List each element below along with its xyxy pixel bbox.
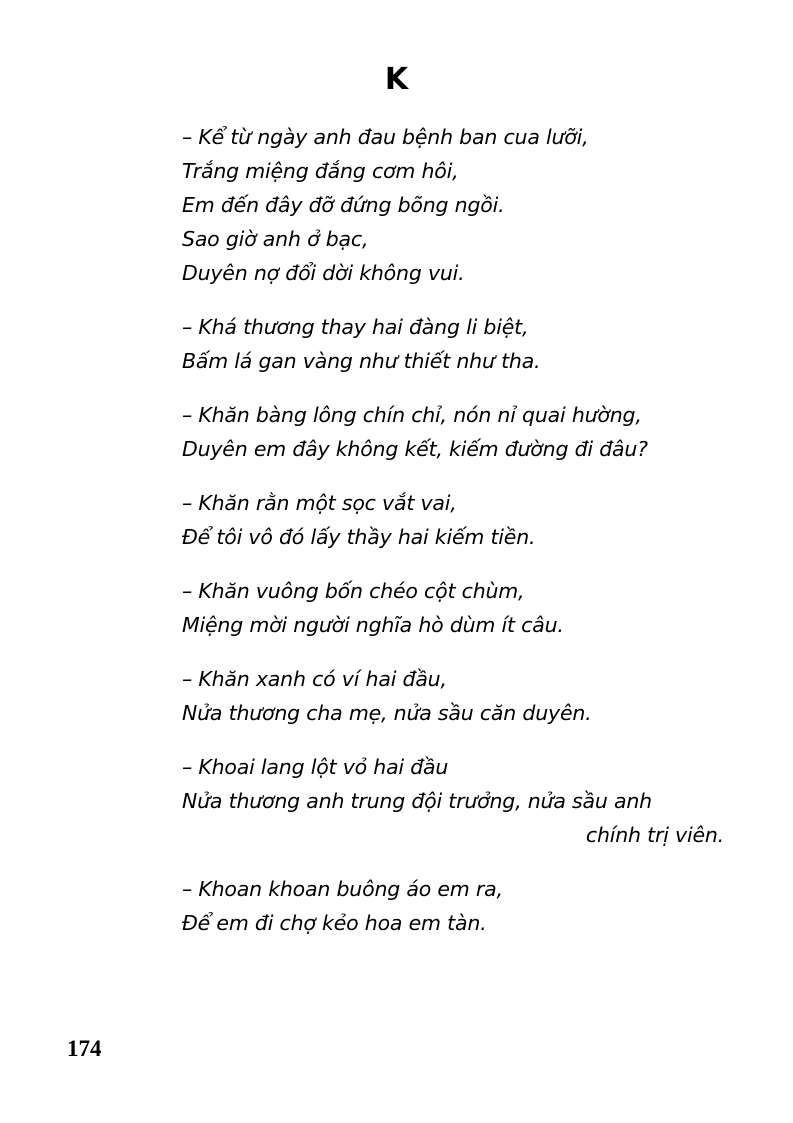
verse-line: Em đến đây đỡ đứng bõng ngồi. xyxy=(182,193,505,217)
verse-line: Duyên nợ đổi dời không vui. xyxy=(182,261,465,285)
verse-line: – Khoai lang lột vỏ hai đầu xyxy=(182,755,449,779)
verse-line: – Khá thương thay hai đàng li biệt, xyxy=(182,315,529,339)
verse-line: – Khoan khoan buông áo em ra, xyxy=(182,877,503,901)
stanza xyxy=(182,120,742,290)
stanza xyxy=(182,574,742,642)
verse-line: Nửa thương cha mẹ, nửa sầu căn duyên. xyxy=(182,701,592,725)
poem-body xyxy=(182,120,742,960)
stanza xyxy=(182,872,742,940)
verse-line: Trắng miệng đắng cơm hôi, xyxy=(182,159,459,183)
verse-line-continuation: chính trị viên. xyxy=(585,823,724,847)
stanza xyxy=(182,486,742,554)
verse-line: Miệng mời người nghĩa hò dùm ít câu. xyxy=(182,613,564,637)
stanza xyxy=(182,750,742,852)
verse-line: – Khăn vuông bốn chéo cột chùm, xyxy=(182,579,525,603)
verse-line: Sao giờ anh ở bạc, xyxy=(182,227,369,251)
verse-line: Để tôi vô đó lấy thầy hai kiếm tiền. xyxy=(182,525,536,549)
verse-line: Nửa thương anh trung đội trưởng, nửa sầu anh xyxy=(182,789,652,813)
stanza xyxy=(182,662,742,730)
stanza xyxy=(182,398,742,466)
stanza xyxy=(182,310,742,378)
verse-line: – Kể từ ngày anh đau bệnh ban cua lưỡi, xyxy=(182,125,589,149)
page-number: 174 xyxy=(67,1036,102,1061)
verse-line: – Khăn bàng lông chín chỉ, nón nỉ quai hường, xyxy=(182,403,642,427)
verse-line: Duyên em đây không kết, kiếm đường đi đâu? xyxy=(182,437,648,461)
section-letter-heading: K xyxy=(384,62,409,97)
verse-line: Bấm lá gan vàng như thiết như tha. xyxy=(182,349,541,373)
verse-line: – Khăn xanh có ví hai đầu, xyxy=(182,667,447,691)
verse-line: – Khăn rằn một sọc vắt vai, xyxy=(182,491,457,515)
verse-line: Để em đi chợ kẻo hoa em tàn. xyxy=(182,911,487,935)
